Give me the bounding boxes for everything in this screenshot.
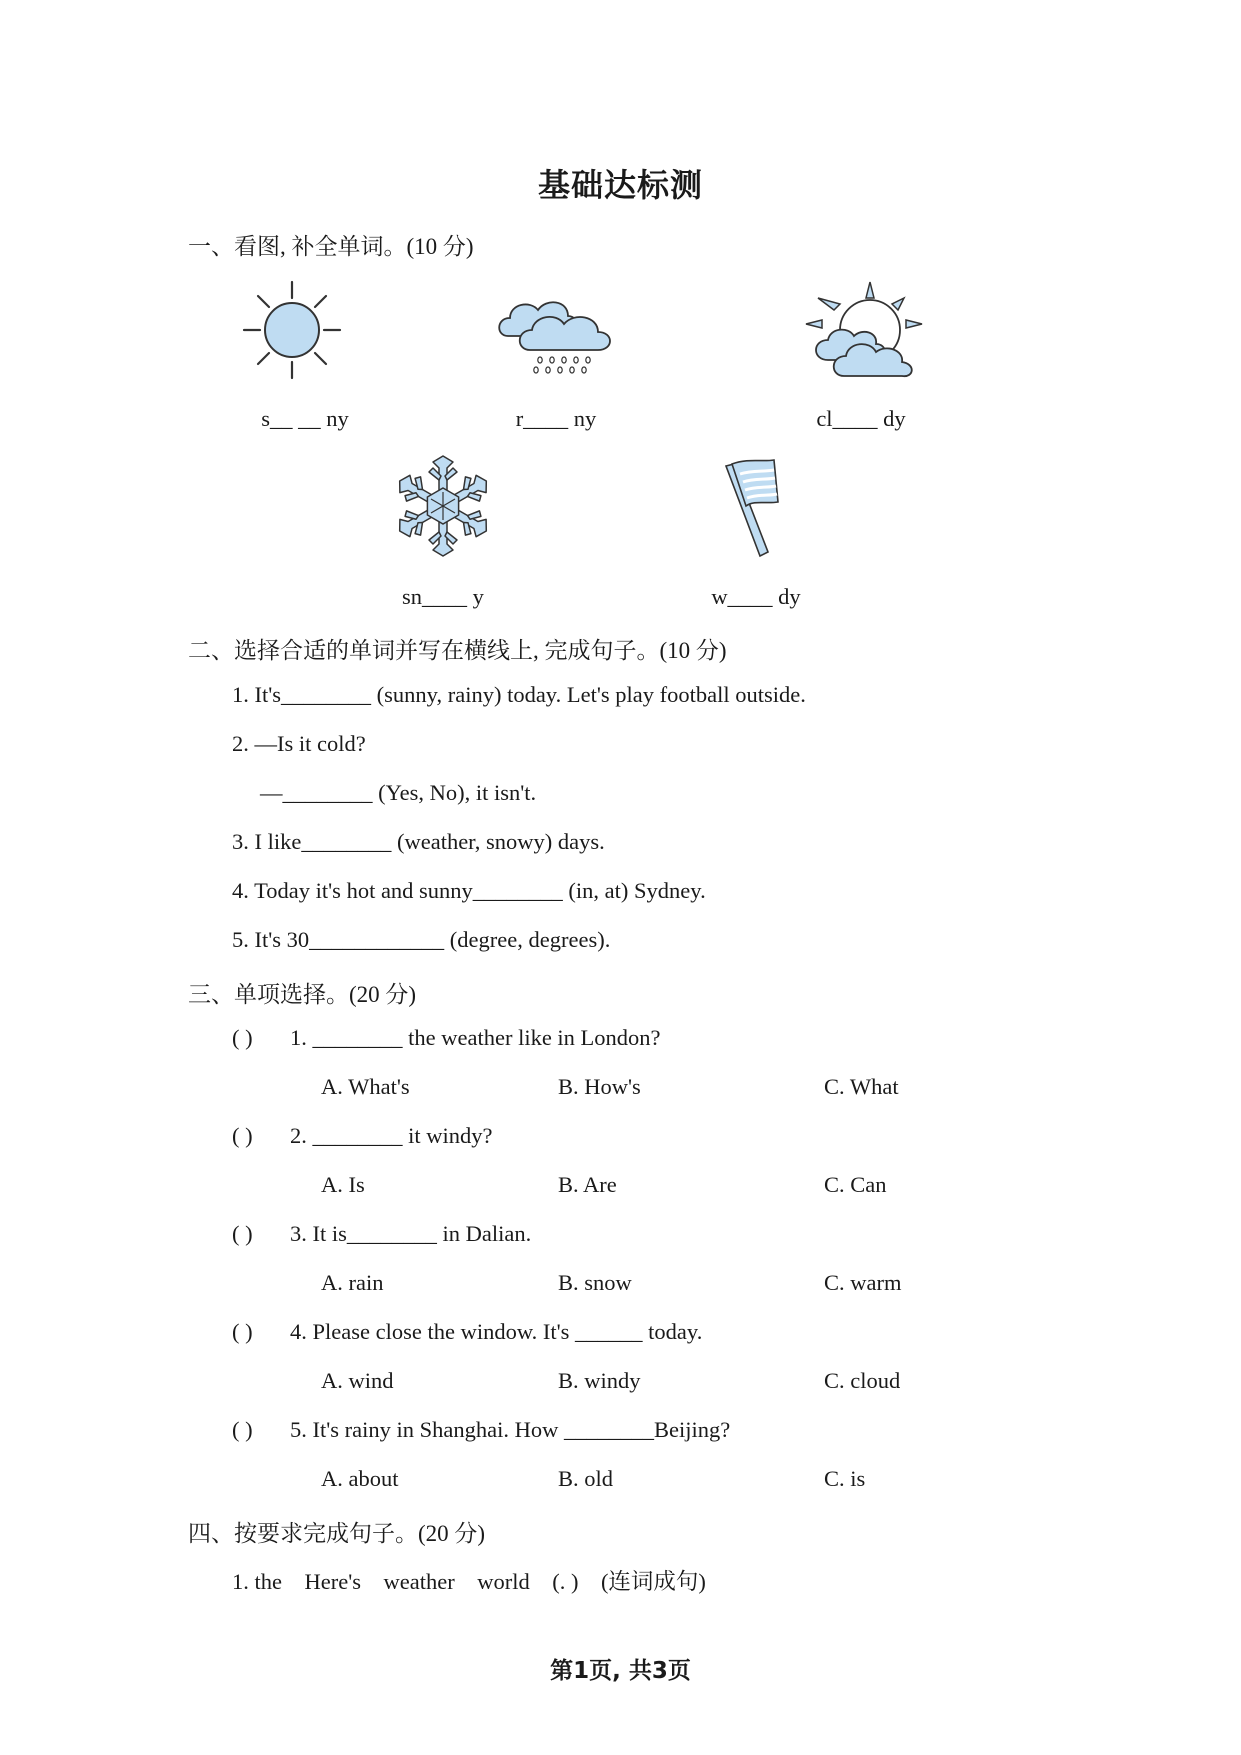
option-a: A. rain bbox=[321, 1270, 384, 1295]
fill-question-2a: 2. —Is it cold? bbox=[232, 731, 366, 756]
choice-question-4: 4. Please close the window. It's ______ today. bbox=[290, 1319, 703, 1344]
answer-paren: ( ) bbox=[232, 1319, 253, 1344]
fill-question-4: 4. Today it's hot and sunny________ (in, at) Sydney. bbox=[232, 878, 706, 903]
word-label-sunny: s__ __ ny bbox=[261, 406, 349, 431]
page-title: 基础达标测 bbox=[537, 166, 703, 204]
fill-question-5: 5. It's 30____________ (degree, degrees). bbox=[232, 927, 611, 952]
option-b: B. old bbox=[558, 1466, 614, 1491]
word-label-snowy: sn____ y bbox=[402, 584, 484, 609]
answer-paren: ( ) bbox=[232, 1221, 253, 1246]
reorder-question-1: 1. the Here's weather world (. ) (连词成句) bbox=[232, 1569, 706, 1594]
option-b: B. windy bbox=[558, 1368, 641, 1393]
snowflake-icon bbox=[394, 454, 492, 558]
option-c: C. cloud bbox=[824, 1368, 901, 1393]
word-label-windy: w____ dy bbox=[711, 584, 801, 609]
fill-question-1: 1. It's________ (sunny, rainy) today. Let's play football outside. bbox=[232, 682, 806, 707]
wind-flag-icon bbox=[718, 456, 784, 560]
answer-paren: ( ) bbox=[232, 1025, 253, 1050]
option-b: B. snow bbox=[558, 1270, 632, 1295]
choice-question-1: 1. ________ the weather like in London? bbox=[290, 1025, 661, 1050]
section-2-heading: 二、选择合适的单词并写在横线上, 完成句子。(10 分) bbox=[188, 638, 727, 663]
rain-cloud-icon bbox=[494, 292, 620, 376]
answer-paren: ( ) bbox=[232, 1123, 253, 1148]
option-a: A. What's bbox=[321, 1074, 410, 1099]
option-b: B. How's bbox=[558, 1074, 641, 1099]
fill-question-3: 3. I like________ (weather, snowy) days. bbox=[232, 829, 605, 854]
choice-question-2: 2. ________ it windy? bbox=[290, 1123, 493, 1148]
sun-icon bbox=[240, 278, 344, 382]
page-footer: 第1页, 共3页 bbox=[550, 1658, 691, 1684]
option-c: C. What bbox=[824, 1074, 899, 1099]
sun-cloud-icon bbox=[804, 280, 926, 384]
answer-paren: ( ) bbox=[232, 1417, 253, 1442]
option-c: C. is bbox=[824, 1466, 866, 1491]
word-label-rainy: r____ ny bbox=[515, 406, 597, 431]
section-4-heading: 四、按要求完成句子。(20 分) bbox=[188, 1521, 486, 1546]
option-c: C. warm bbox=[824, 1270, 902, 1295]
option-a: A. about bbox=[321, 1466, 399, 1491]
option-b: B. Are bbox=[558, 1172, 617, 1197]
option-a: A. wind bbox=[321, 1368, 394, 1393]
option-c: C. Can bbox=[824, 1172, 887, 1197]
section-3-heading: 三、单项选择。(20 分) bbox=[188, 982, 417, 1007]
choice-question-3: 3. It is________ in Dalian. bbox=[290, 1221, 532, 1246]
choice-question-5: 5. It's rainy in Shanghai. How ________Beijing? bbox=[290, 1417, 731, 1442]
fill-question-2b: —________ (Yes, No), it isn't. bbox=[260, 780, 537, 805]
option-a: A. Is bbox=[321, 1172, 365, 1197]
section-1-heading: 一、看图, 补全单词。(10 分) bbox=[188, 234, 474, 259]
word-label-cloudy: cl____ dy bbox=[816, 406, 906, 431]
